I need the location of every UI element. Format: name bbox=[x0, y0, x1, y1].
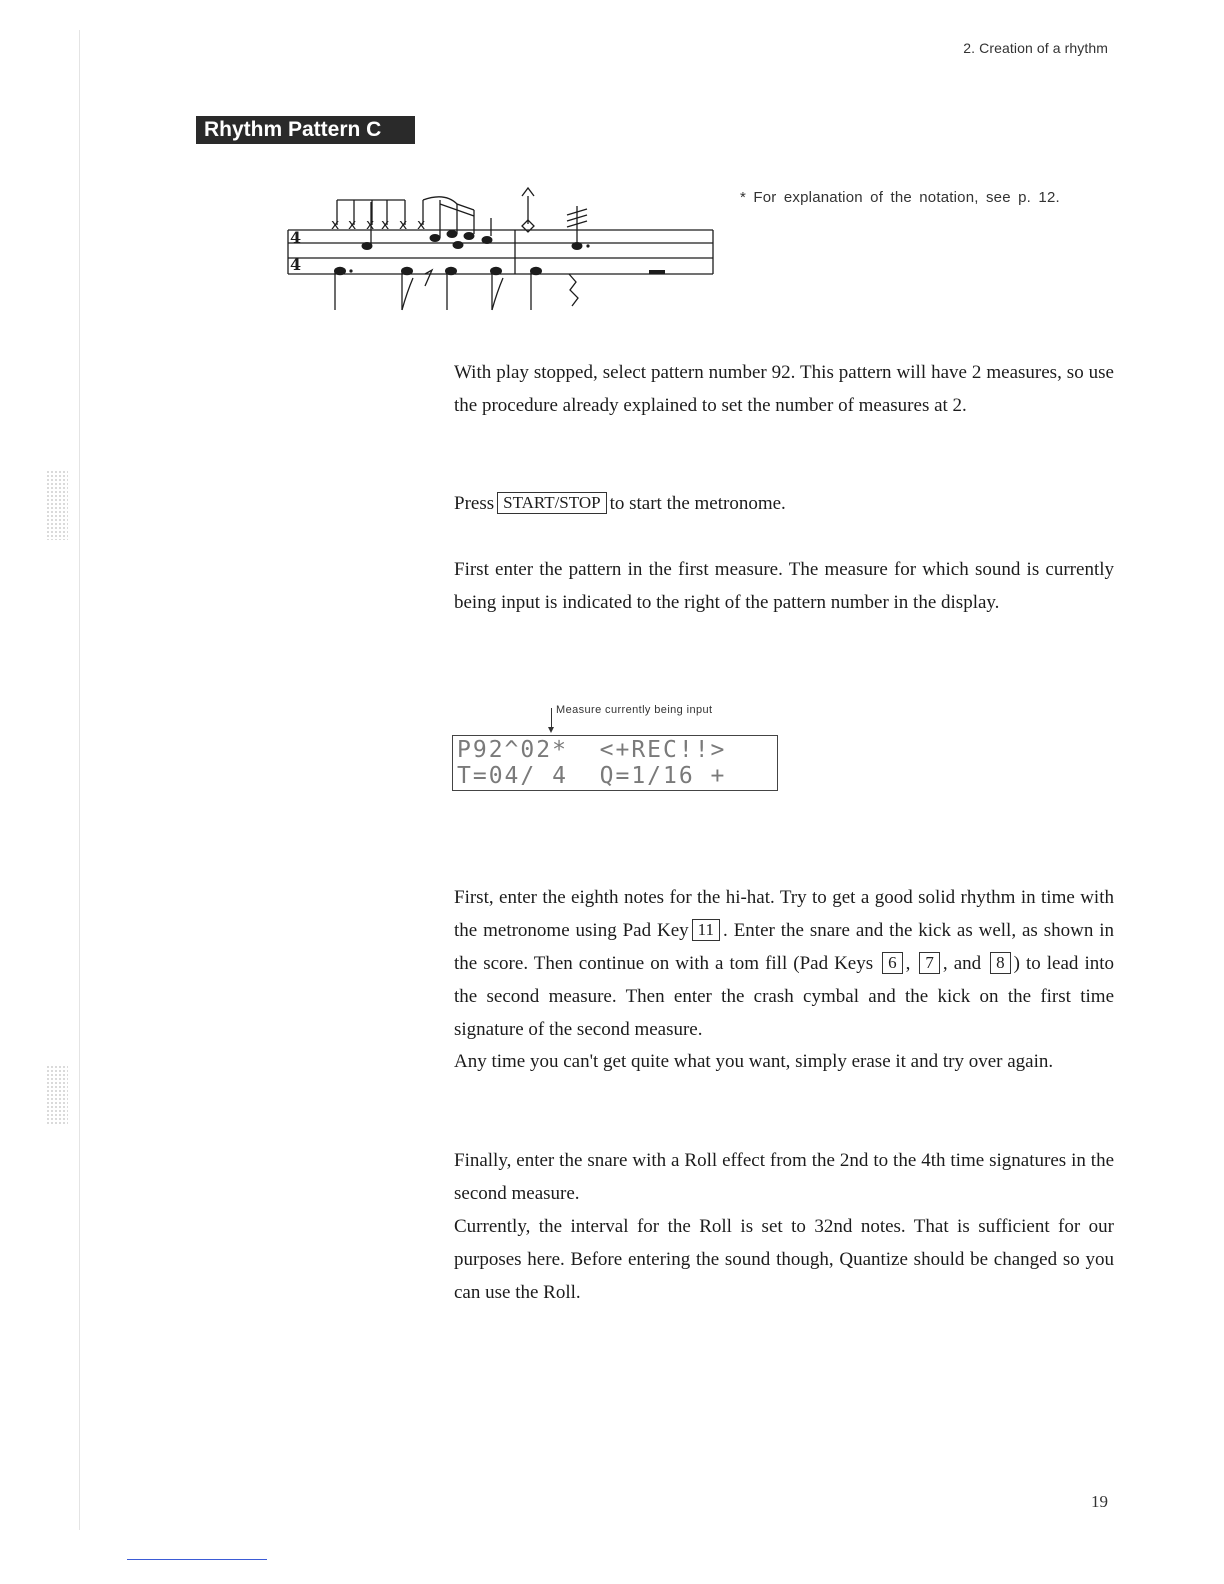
notation-reference-note: * For explanation of the notation, see p. 12. bbox=[740, 189, 1060, 206]
svg-text:x: x bbox=[331, 217, 340, 233]
svg-text:x: x bbox=[399, 217, 408, 233]
paragraph-select-pattern: With play stopped, select pattern number 92. This pattern will have 2 measures, so use the procedure already explained to set the number of measures at 2. bbox=[454, 362, 1114, 416]
text-fragment: . Enter the snare and the kick as well, as shown in the score. Then continue on with a tom fill (Pad Keys bbox=[454, 920, 1114, 974]
text-fragment: Press bbox=[454, 493, 495, 514]
svg-text:x: x bbox=[381, 217, 390, 233]
paragraph-start-metronome bbox=[454, 487, 1114, 520]
page-number: 19 bbox=[1091, 1492, 1108, 1511]
text-fragment: , and bbox=[942, 953, 982, 974]
lcd-line-2: T=04/ 4 Q=1/16 + bbox=[457, 763, 727, 789]
text-fragment: to start the metronome. bbox=[609, 493, 786, 514]
svg-text:x: x bbox=[417, 217, 426, 233]
lcd-display bbox=[452, 735, 778, 791]
pad-key-8: 8 bbox=[990, 952, 1011, 974]
lcd-caption: Measure currently being input bbox=[556, 704, 713, 716]
lcd-caption-arrow-head bbox=[548, 727, 554, 733]
footer-rule bbox=[127, 1559, 267, 1560]
pad-key-6: 6 bbox=[882, 952, 903, 974]
text-fragment: , bbox=[905, 953, 911, 974]
running-header: 2. Creation of a rhythm bbox=[963, 40, 1108, 56]
scan-speckle bbox=[46, 1065, 68, 1125]
paragraph-erase-retry: Any time you can't get quite what you want, simply erase it and try over again. bbox=[454, 1051, 1054, 1072]
svg-text:x: x bbox=[348, 217, 357, 233]
time-signature-bottom: 4 bbox=[290, 255, 302, 274]
paragraph-enter-hihat bbox=[454, 881, 1114, 1046]
lcd-line-1: P92^02* <+REC!!> bbox=[457, 737, 727, 763]
scan-margin-line bbox=[79, 30, 80, 1530]
scan-speckle bbox=[46, 470, 68, 540]
paragraph-roll-interval: Currently, the interval for the Roll is set to 32nd notes. That is sufficient for our purposes here. Before entering the sound though, Quantize should be changed so you can use the Roll. bbox=[454, 1216, 1114, 1303]
paragraph-first-measure: First enter the pattern in the first measure. The measure for which sound is currently being input is indicated to the right of the pattern number in the display. bbox=[454, 559, 1114, 613]
start-stop-key: START/STOP bbox=[497, 492, 606, 514]
text-fragment: First, enter the eighth notes for the hi-hat. Try to get a good solid rhythm in time with the metronome using Pad Key bbox=[454, 887, 1114, 941]
pad-key-11: 11 bbox=[692, 919, 720, 941]
section-heading: Rhythm Pattern C bbox=[196, 116, 415, 144]
drum-notation bbox=[285, 182, 725, 317]
paragraph-snare-roll: Finally, enter the snare with a Roll effect from the 2nd to the 4th time signatures in the second measure. bbox=[454, 1150, 1114, 1204]
time-signature-top: 4 bbox=[290, 228, 302, 247]
svg-text:x: x bbox=[366, 217, 375, 233]
pad-key-7: 7 bbox=[919, 952, 940, 974]
text-fragment: ) to lead into the second measure. Then enter the crash cymbal and the kick on the first time signature of the second measure. bbox=[454, 953, 1114, 1040]
